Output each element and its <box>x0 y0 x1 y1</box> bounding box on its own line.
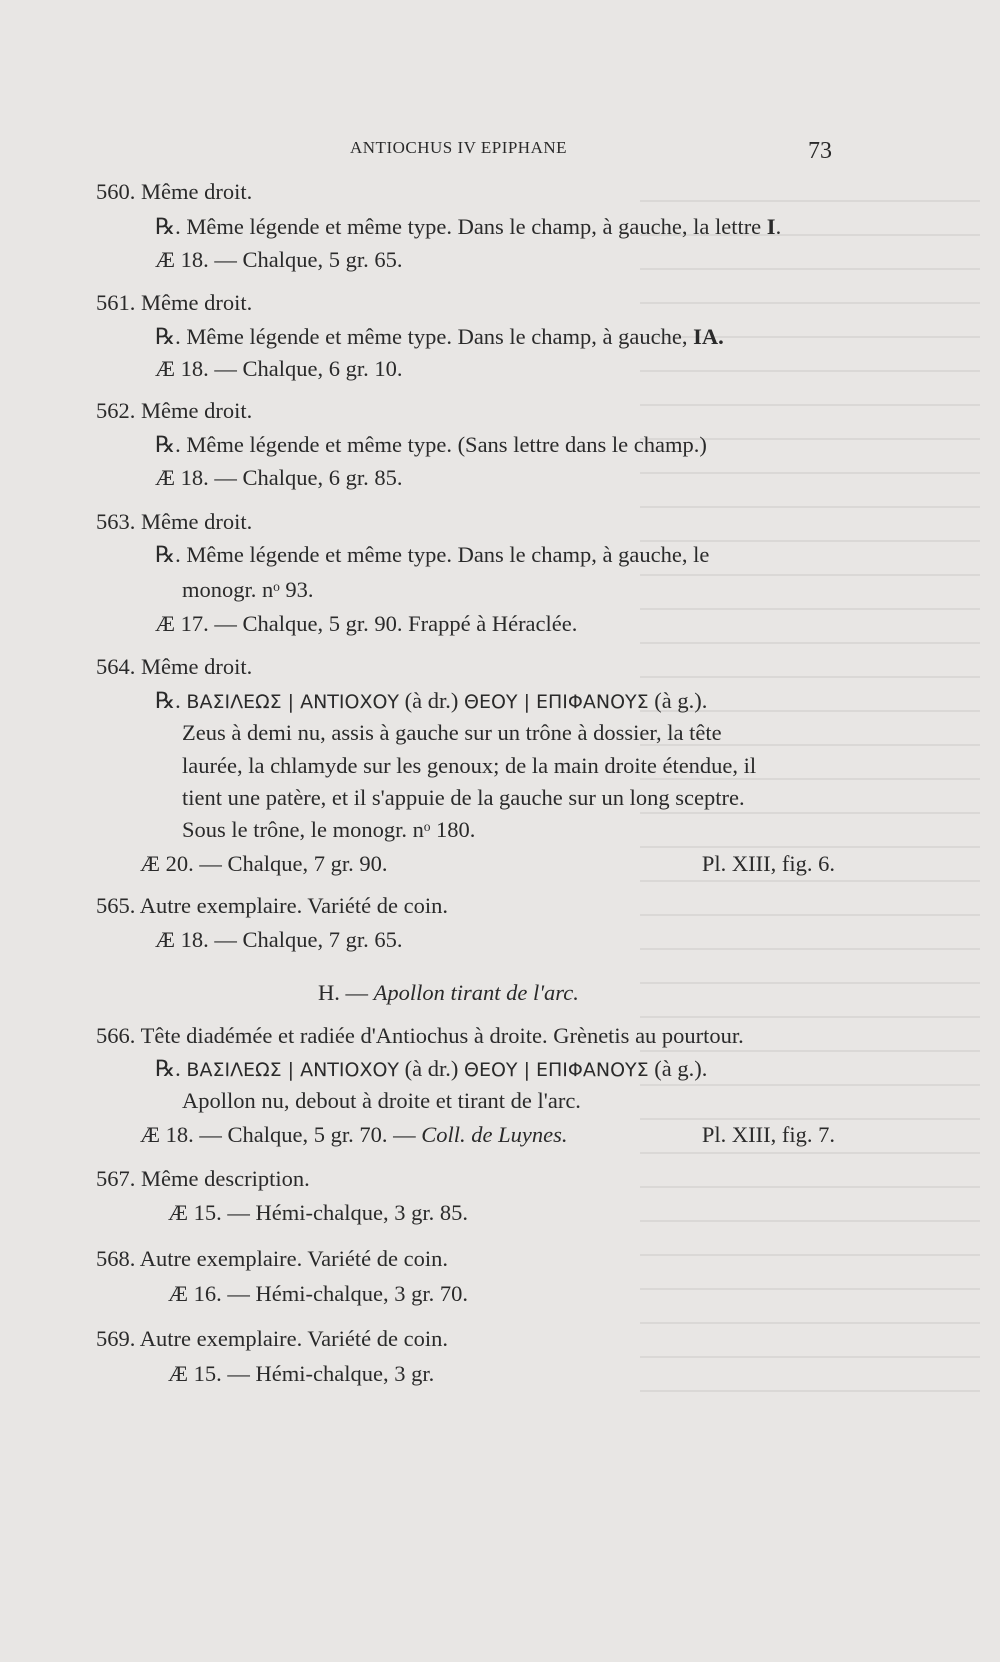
entry-560-heading: 560. Même droit. <box>96 179 253 204</box>
entry-566-plate: Pl. XIII, fig. 7. <box>701 1122 835 1147</box>
entry-563-metal: Æ 17. — Chalque, 5 gr. 90. Frappé à Héraclée. <box>155 611 578 636</box>
entry-566-reverse-legend: ℞. ΒΑΣΙΛΕΩΣ | ΑΝΤΙΟΧΟΥ (à dr.) ΘΕΟΥ | ΕΠΙΦΑΝΟΥΣ (à g.). <box>155 1056 708 1081</box>
entry-565-metal: Æ 18. — Chalque, 7 gr. 65. <box>155 927 403 952</box>
greek-legend-right: ΒΑΣΙΛΕΩΣ | ΑΝΤΙΟΧΟΥ <box>186 691 400 713</box>
entry-564-reverse-legend: ℞. ΒΑΣΙΛΕΩΣ | ΑΝΤΙΟΧΟΥ (à dr.) ΘΕΟΥ | ΕΠΙΦΑΝΟΥΣ (à g.). <box>155 688 708 713</box>
entry-564-plate: Pl. XIII, fig. 6. <box>701 851 835 876</box>
entry-560-metal: Æ 18. — Chalque, 5 gr. 65. <box>155 247 403 272</box>
entry-564-heading: 564. Même droit. <box>96 654 253 679</box>
entry-566-text-1: Apollon nu, debout à droite et tirant de l'arc. <box>182 1088 581 1113</box>
entry-564-metal: Æ 20. — Chalque, 7 gr. 90. <box>140 851 388 876</box>
entry-568-metal: Æ 16. — Hémi-chalque, 3 gr. 70. <box>168 1281 468 1306</box>
entry-566-metal-row <box>140 1121 835 1149</box>
entry-564-text-2: laurée, la chlamyde sur les genoux; de la main droite étendue, il <box>182 753 757 778</box>
entry-569-metal: Æ 15. — Hémi-chalque, 3 gr. <box>168 1361 435 1386</box>
entry-564-text-4: Sous le trône, le monogr. nᵒ 180. <box>182 817 476 842</box>
entry-567-metal: Æ 15. — Hémi-chalque, 3 gr. 85. <box>168 1200 468 1225</box>
entry-568-heading: 568. Autre exemplaire. Variété de coin. <box>96 1246 448 1271</box>
entry-565-heading: 565. Autre exemplaire. Variété de coin. <box>96 893 448 918</box>
entry-563-monogram: monogr. nᵒ 93. <box>182 577 314 602</box>
entry-562-heading: 562. Même droit. <box>96 398 253 423</box>
entry-567-heading: 567. Même description. <box>96 1166 310 1191</box>
greek-legend-left: ΘΕΟΥ | ΕΠΙΦΑΝΟΥΣ <box>464 1059 649 1081</box>
entry-569-heading: 569. Autre exemplaire. Variété de coin. <box>96 1326 448 1351</box>
entry-564-text-3: tient une patère, et il s'appuie de la gauche sur un long sceptre. <box>182 785 745 810</box>
entry-564-text-1: Zeus à demi nu, assis à gauche sur un trône à dossier, la tête <box>182 720 722 745</box>
entry-562-metal: Æ 18. — Chalque, 6 gr. 85. <box>155 465 403 490</box>
entry-560-reverse: ℞. Même légende et même type. Dans le champ, à gauche, la lettre I. <box>155 214 782 239</box>
entry-561-metal: Æ 18. — Chalque, 6 gr. 10. <box>155 356 403 381</box>
entry-563-reverse: ℞. Même légende et même type. Dans le champ, à gauche, le <box>155 542 710 567</box>
entry-566-heading: 566. Tête diadémée et radiée d'Antiochus à droite. Grènetis au pourtour. <box>96 1023 744 1048</box>
entry-563-heading: 563. Même droit. <box>96 509 253 534</box>
field-letter: I <box>766 214 776 239</box>
entry-566-metal: Æ 18. — Chalque, 5 gr. 70. — <box>140 1122 416 1147</box>
page-number: 73 <box>808 138 832 164</box>
greek-legend-left: ΘΕΟΥ | ΕΠΙΦΑΝΟΥΣ <box>464 691 649 713</box>
greek-legend-right: ΒΑΣΙΛΕΩΣ | ΑΝΤΙΟΧΟΥ <box>186 1059 400 1081</box>
entry-566-collection: Coll. de Luynes. <box>421 1122 568 1147</box>
running-title: ANTIOCHUS IV EPIPHANE <box>350 138 568 157</box>
entry-561-heading: 561. Même droit. <box>96 290 253 315</box>
field-letter: IA. <box>693 324 724 349</box>
entry-562-reverse: ℞. Même légende et même type. (Sans lettre dans le champ.) <box>155 432 707 457</box>
entry-564-metal-row <box>140 850 835 878</box>
entry-561-reverse: ℞. Même légende et même type. Dans le champ, à gauche, IA. <box>155 324 724 349</box>
section-heading-h: H. — Apollon tirant de l'arc. <box>318 980 579 1005</box>
